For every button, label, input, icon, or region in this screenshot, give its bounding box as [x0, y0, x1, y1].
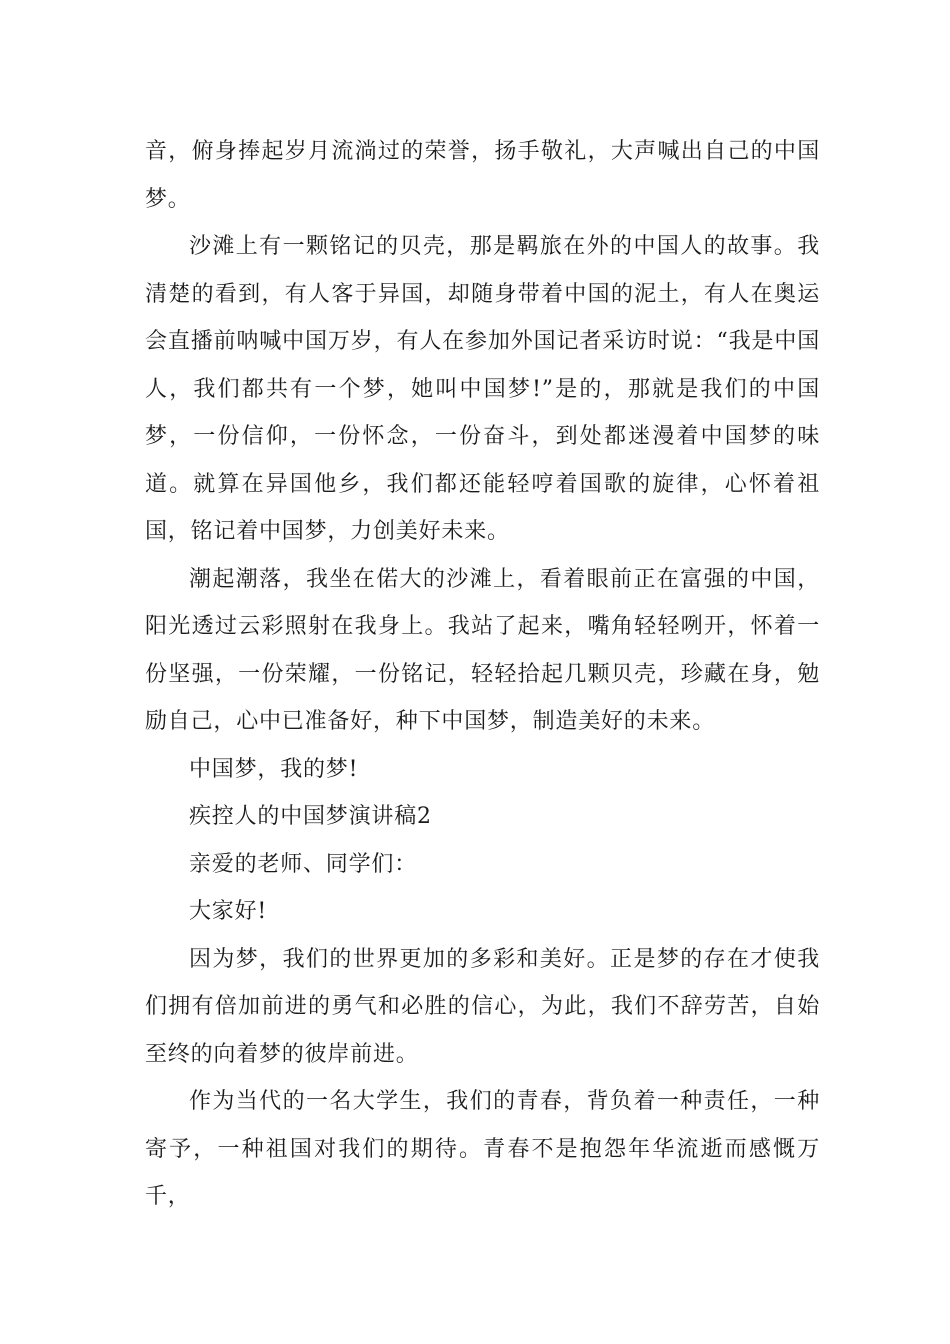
- paragraph-9: 作为当代的一名大学生，我们的青春，背负着一种责任，一种寄予，一种祖国对我们的期待。青春不是抱怨年华流逝而感慨万千，: [145, 1089, 820, 1209]
- paragraph-1: 音，俯身捧起岁月流淌过的荣誉，扬手敬礼，大声喊出自己的中国梦。: [145, 139, 820, 212]
- speech-title: 疾控人的中国梦演讲稿2: [189, 804, 432, 829]
- paragraph-4: 中国梦，我的梦!: [189, 756, 359, 782]
- paragraph-8: 因为梦，我们的世界更加的多彩和美好。正是梦的存在才使我们拥有倍加前进的勇气和必胜的信心，为此，我们不辞劳苦，自始至终的向着梦的彼岸前进。: [145, 946, 820, 1067]
- paragraph-3: 潮起潮落，我坐在偌大的沙滩上，看着眼前正在富强的中国，阳光透过云彩照射在我身上。我站了起来，嘴角轻轻咧开，怀着一份坚强，一份荣耀，一份铭记，轻轻拾起几颗贝壳，珍藏在身，勉励自己，心中已准备好，种下中国梦，制造美好的未来。: [145, 566, 820, 734]
- salutation: 亲爱的老师、同学们：: [189, 851, 418, 877]
- document-body: [145, 128, 820, 1221]
- paragraph-2: 沙滩上有一颗铭记的贝壳，那是羁旅在外的中国人的故事。我清楚的看到，有人客于异国，却随身带着中国的泥土，有人在奥运会直播前呐喊中国万岁，有人在参加外国记者采访时说：“我是中国人，我们都共有一个梦，她叫中国梦!”是的，那就是我们的中国梦，一份信仰，一份怀念，一份奋斗，到处都迷漫着中国梦的味道。就算在异国他乡，我们都还能轻哼着国歌的旋律，心怀着祖国，铭记着中国梦，力创美好未来。: [145, 234, 820, 544]
- greeting: 大家好!: [189, 899, 268, 924]
